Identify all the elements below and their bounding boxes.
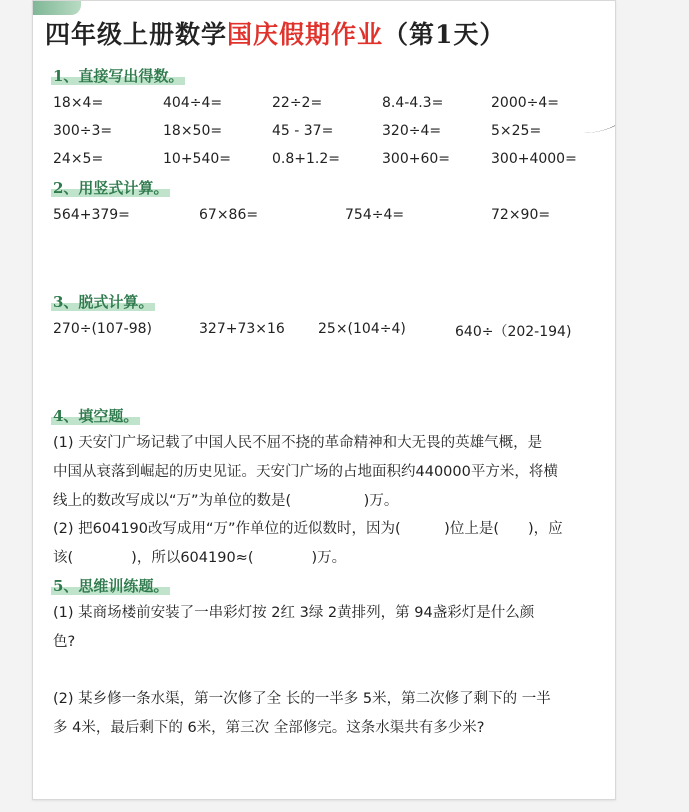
corner-decoration: [33, 1, 81, 15]
stepwise-item: 270÷(107-98): [53, 321, 152, 337]
vertical-item: 564+379=: [53, 207, 130, 223]
section-3-heading: 3、脱式计算。: [53, 293, 154, 311]
oral-item: 300+4000=: [491, 151, 577, 167]
text-line: (1) 某商场楼前安装了一串彩灯按 2红 3绿 2黄排列，第 94盏彩灯是什么颜: [53, 605, 535, 621]
oral-item: 18×4=: [53, 95, 104, 111]
text-line: (2) 某乡修一条水渠，第一次修了全 长的一半多 5米，第二次修了剩下的 一半: [53, 691, 551, 707]
page-title: [45, 15, 585, 51]
oral-item: 22÷2=: [272, 95, 323, 111]
vertical-item: 72×90=: [491, 207, 551, 223]
text-line: (2) 把604190改写成用“万”作单位的近似数时，因为( )位上是( )，应: [53, 521, 563, 537]
stepwise-item: 640÷（202-194): [455, 324, 572, 340]
oral-item: 8.4-4.3=: [382, 95, 444, 111]
oral-item: 18×50=: [163, 123, 223, 139]
text-line: 线上的数改写成以“万”为单位的数是( )万。: [53, 493, 399, 509]
section-5-heading: 5、思维训练题。: [53, 577, 169, 595]
vertical-item: 754÷4=: [345, 207, 405, 223]
oral-item: 320÷4=: [382, 123, 442, 139]
section-4-heading: 4、填空题。: [53, 407, 139, 425]
fill-question-2: [53, 515, 609, 573]
section-2-heading: 2、用竖式计算。: [53, 179, 169, 197]
oral-row-2: [33, 123, 615, 143]
vertical-item: 67×86=: [199, 207, 259, 223]
oral-item: 404÷4=: [163, 95, 223, 111]
text-line: 中国从衰落到崛起的历史见证。天安门广场的占地面积约440000平方米，将横: [53, 464, 558, 480]
oral-item: 300+60=: [382, 151, 450, 167]
title-day: （第1天）: [383, 20, 506, 49]
title-homework: 国庆假期作业: [227, 20, 384, 49]
oral-item: 0.8+1.2=: [272, 151, 340, 167]
stepwise-row: [33, 321, 615, 341]
section-1-heading: 1、直接写出得数。: [53, 67, 184, 85]
stepwise-item: 327+73×16: [199, 321, 285, 337]
oral-item: 45 - 37=: [272, 123, 334, 139]
think-question-2: [53, 685, 609, 743]
text-line: 该( )，所以604190≈( )万。: [53, 550, 347, 566]
think-question-1: [53, 599, 609, 657]
oral-item: 300÷3=: [53, 123, 113, 139]
oral-row-3: [33, 151, 615, 171]
vertical-row: [33, 207, 615, 227]
oral-item: 2000÷4=: [491, 95, 559, 111]
oral-item: 24×5=: [53, 151, 104, 167]
oral-item: 5×25=: [491, 123, 542, 139]
title-grade: 四年级上册数学: [45, 20, 228, 49]
oral-item: 10+540=: [163, 151, 231, 167]
stepwise-item: 25×(104÷4): [318, 321, 406, 337]
text-line: 多 4米，最后剩下的 6米，第三次 全部修完。这条水渠共有多少米?: [53, 720, 485, 736]
text-line: 色?: [53, 634, 76, 650]
fill-question-1: [53, 429, 609, 516]
oral-row-1: [33, 95, 615, 115]
worksheet-page: [32, 0, 616, 800]
text-line: (1) 天安门广场记载了中国人民不屈不挠的革命精神和大无畏的英雄气概，是: [53, 435, 543, 451]
